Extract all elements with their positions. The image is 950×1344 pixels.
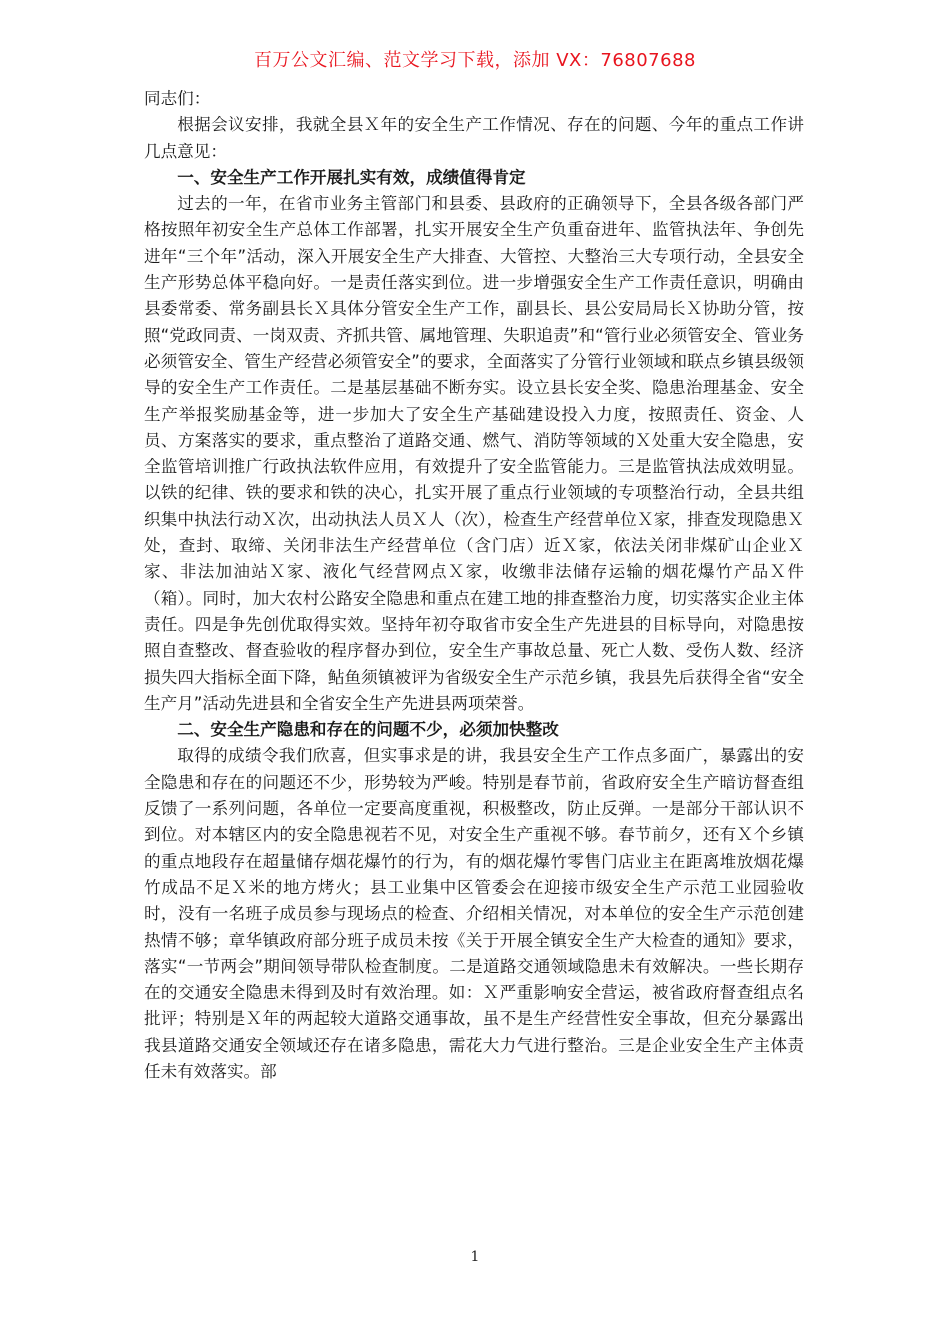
- document-body: [144, 86, 804, 1085]
- salutation: 同志们：: [144, 89, 211, 108]
- section-1-heading: 一、安全生产工作开展扎实有效，成绩值得肯定: [177, 167, 526, 187]
- section-2-paragraph: 取得的成绩令我们欣喜，但实事求是的讲，我县安全生产工作点多面广，暴露出的安全隐患和存在的问题还不少，形势较为严峻。特别是春节前，省政府安全生产暗访督查组反馈了一系列问题，各单位一定要高度重视，积极整改，防止反弹。一是部分干部认识不到位。对本辖区内的安全隐患视若不见，对安全生产重视不够。春节前夕，还有Ｘ个乡镇的重点地段存在超量储存烟花爆竹的行为，有的烟花爆竹零售门店业主在距离堆放烟花爆竹成品不足Ｘ米的地方烤火；县工业集中区管委会在迎接市级安全生产示范工业园验收时，没有一名班子成员参与现场点的检查、介绍相关情况，对本单位的安全生产示范创建热情不够；章华镇政府部分班子成员未按《关于开展全镇安全生产大检查的通知》要求，落实“一节两会”期间领导带队检查制度。二是道路交通领域隐患未有效解决。一些长期存在的交通安全隐患未得到及时有效治理。如：Ｘ严重影响安全营运，被省政府督查组点名批评；特别是Ｘ年的两起较大道路交通事故，虽不是生产经营性安全事故，但充分暴露出我县道路交通安全领域还存在诸多隐患，需花大力气进行整治。三是企业安全生产主体责任未有效落实。部: [144, 746, 804, 1081]
- section-1-paragraph: 过去的一年，在省市业务主管部门和县委、县政府的正确领导下，全县各级各部门严格按照年初安全生产总体工作部署，扎实开展安全生产负重奋进年、监管执法年、争创先进年“三个年”活动，深入开展安全生产大排查、大管控、大整治三大专项行动，全县安全生产形势总体平稳向好。一是责任落实到位。进一步增强安全生产工作责任意识，明确由县委常委、常务副县长Ｘ具体分管安全生产工作，副县长、县公安局局长Ｘ协助分管，按照“党政同责、一岗双责、齐抓共管、属地管理、失职追责”和“管行业必须管安全、管业务必须管安全、管生产经营必须管安全”的要求，全面落实了分管行业领域和联点乡镇县级领导的安全生产工作责任。二是基层基础不断夯实。设立县长安全奖、隐患治理基金、安全生产举报奖励基金等，进一步加大了安全生产基础建设投入力度，按照责任、资金、人员、方案落实的要求，重点整治了道路交通、燃气、消防等领域的Ｘ处重大安全隐患，安全监管培训推广行政执法软件应用，有效提升了安全监管能力。三是监管执法成效明显。以铁的纪律、铁的要求和铁的决心，扎实开展了重点行业领域的专项整治行动，全县共组织集中执法行动Ｘ次，出动执法人员Ｘ人（次），检查生产经营单位Ｘ家，排查发现隐患Ｘ处，查封、取缔、关闭非法生产经营单位（含门店）近Ｘ家，依法关闭非煤矿山企业Ｘ家、非法加油站Ｘ家、液化气经营网点Ｘ家，收缴非法储存运输的烟花爆竹产品Ｘ件（箱）。同时，加大农村公路安全隐患和重点在建工地的排查整治力度，切实落实企业主体责任。四是争先创优取得实效。坚持年初夺取省市安全生产先进县的目标导向，对隐患按照自查整改、督查验收的程序督办到位，安全生产事故总量、死亡人数、受伤人数、经济损失四大指标全面下降，鲇鱼须镇被评为省级安全生产示范乡镇，我县先后获得全省“安全生产月”活动先进县和全省安全生产先进县两项荣誉。: [144, 194, 804, 713]
- page-number: 1: [470, 1249, 480, 1265]
- watermark-header: 百万公文汇编、范文学习下载，添加 VX：76807688: [254, 50, 696, 71]
- intro-paragraph: 根据会议安排，我就全县Ｘ年的安全生产工作情况、存在的问题、今年的重点工作讲几点意见：: [144, 115, 804, 161]
- section-2-heading: 二、安全生产隐患和存在的问题不少，必须加快整改: [177, 720, 559, 740]
